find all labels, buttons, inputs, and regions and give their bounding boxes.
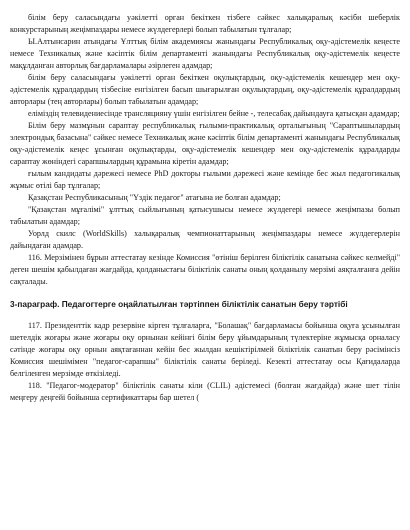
- paragraph-top-6: Қазақстан Республикасының "Үздік педагог" атағына ие болған адамдар;: [28, 193, 281, 202]
- paragraph-top-9: 116. Мерзімінен бұрын аттестатау кезінде Комиссия "өтініш берілген біліктілік санатына сәйкес келмейді" деген шешім қабылдаған жағдайда, қолданыстағы біліктілік санаты оның қолданылу мерзімі аяқталғанға дейін сақталады.: [10, 253, 400, 286]
- paragraph-top-0: білім беру саласындағы уәкілетті орган бекіткен тізбеге сәйкес халықаралық кәсіби шеберлік конкурстарының жеңімпаздары немесе жүлдегерлері болып табылатын тұлғалар;: [10, 13, 400, 34]
- paragraph-top-4: Білім беру мазмұнын сараптау республикалық ғылыми-практикалық орталығының "Сараптышылардың электрондық базасына" сәйкес немесе Техникалық және кәсіптік білім департаменті жанындағы Республикалық оқу-әдістемелік кеңес ұсынған оқулықтарды, оқу-әдістемелік кешендер мен оқу-әдістемелік құралдарды сараптау жөніндегі сарапшылардың құрамына кіретін адамдар;: [10, 121, 400, 166]
- section-heading: 3-параграф. Педагогтерге оңайлатылған тәртіппен біліктілік санатын беру тәртібі: [10, 299, 348, 309]
- paragraph-top-3: еліміздің телевидениесінде трансляцияну үшін енгізілген бейне -, телесабақ дайындауға қатысқан адамдар;: [28, 109, 400, 118]
- paragraph-top-8: Уорлд скилс (WorldSkills) халықаралық чемпионаттарының жеңімпаздары немесе жүлдегерлерін дайындаған адамдар.: [10, 229, 400, 250]
- paragraph-top-5: ғылым кандидаты дәрежесі немесе PhD докторы ғылыми дәрежесі және кемінде бес жыл педагогикалық жұмыс өтілі бар тұлғалар;: [10, 169, 400, 190]
- paragraph-bottom-0: 117. Президенттік кадр резервіне кірген тұлғаларға, "Болашақ" бағдарламасы бойынша оқуға ұсынылған шетелдік жоғары және жоғары оқу орнынан кейінгі білім беру ұйымдарының түлектеріне жұмысқа орналасу сәтінде жоғары оқу орнын аяқтағаннан кейін бес жылдан кешіктірілмей біліктілік санатын беру рәсімінсіз Комиссия шешімімен "педагог-сарапшы" біліктілік санаты беріледі. Кезекті аттестатау осы Қағидаларда белгіленген мерзімде өткізіледі.: [10, 321, 400, 378]
- paragraph-top-1: Ы.Алтынсарин атындағы Ұлттық білім академиясы жанындағы Республикалық оқу-әдістемелік кеңесте немесе Техникалық және кәсіптік білім департаменті жанындағы Республикалық оқу-әдістемелік кеңесте мақұлданған авторлық бағдарламалары әзірлеген адамдар;: [10, 37, 400, 70]
- paragraph-top-7: "Қазақстан мұғалімі" ұлттық сыйлығының қатысушысы немесе жүлдегері немесе жеңімпазы болып табылатын адамдар;: [10, 205, 400, 226]
- paragraph-bottom-1: 118. "Педагог-модератор" біліктілік санаты кіли (CLIL) әдістемесі (болған жағдайда) және шет тілін меңгеру деңгейі бойынша сертификаттары бар шетел (: [10, 381, 400, 402]
- paragraph-top-2: білім беру саласындағы уәкілетті орган бекіткен оқулықтардың, оқу-әдістемелік кешендер мен оқу-әдістемелік құралдардың тізбесіне енгізілген басып шығарылған оқулықтардың, оқу-әдістемелік құралдардың авторлары (тең авторлары) болып табылатын адамдар;: [10, 73, 400, 106]
